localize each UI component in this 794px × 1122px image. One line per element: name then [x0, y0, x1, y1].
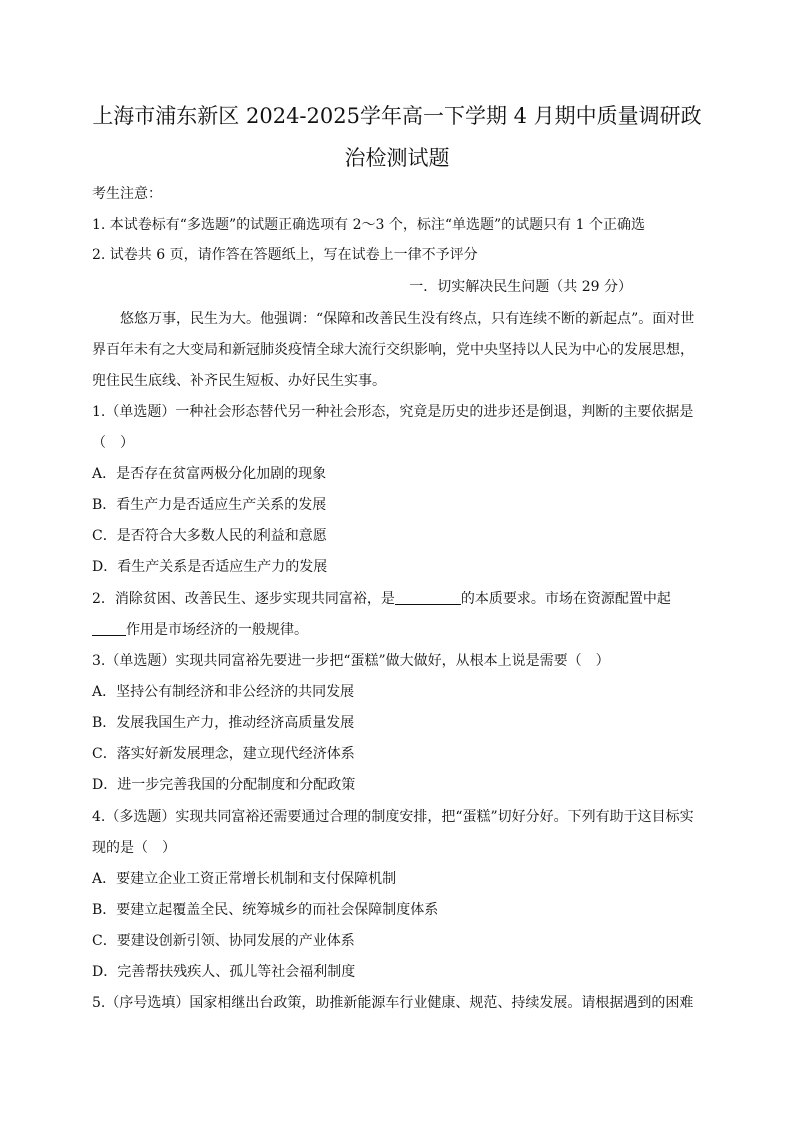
- q1-option-c: C．是否符合大多数人民的利益和意愿: [92, 528, 327, 544]
- answer-blank-1[interactable]: [395, 590, 461, 605]
- notice-item-1: 1. 本试卷标有“多选题”的试题正确选项有 2～3 个，标注“单选题”的试题只有 1 个正确选: [92, 217, 645, 233]
- section-title: 一．切实解决民生问题（共 29 分）: [409, 279, 632, 295]
- q1-option-a: A．是否存在贫富两极分化加剧的现象: [92, 466, 327, 482]
- q4-stem-line-1: 4.（多选题）实现共同富裕还需要通过合理的制度安排，把“蛋糕”切好分好。下列有助于这目标实: [92, 809, 694, 825]
- q5-stem-line-1: 5.（序号选填）国家相继出台政策，助推新能源车行业健康、规范、持续发展。请根据遇到的困难: [92, 995, 694, 1011]
- answer-blank-2[interactable]: [92, 621, 126, 636]
- q3-option-b: B．发展我国生产力，推动经济高质量发展: [92, 715, 355, 731]
- q4-stem-line-2: 现的是（ ）: [92, 840, 176, 856]
- q2-text-part-1: 2．消除贫困、改善民生、逐步实现共同富裕，是: [92, 591, 395, 607]
- q1-stem-line-2: （ ）: [92, 435, 134, 451]
- q4-option-b: B．要建立起覆盖全民、统筹城乡的而社会保障制度体系: [92, 902, 439, 918]
- q1-stem-line-1: 1.（单选题）一种社会形态替代另一种社会形态，究竟是历史的进步还是倒退，判断的主要依据是: [92, 404, 694, 420]
- q3-option-d: D．进一步完善我国的分配制度和分配政策: [92, 777, 356, 793]
- intro-line-3: 兜住民生底线、补齐民生短板、办好民生实事。: [92, 373, 386, 389]
- intro-line-2: 界百年未有之大变局和新冠肺炎疫情全球大流行交织影响，党中央坚持以人民为中心的发展思想，: [92, 342, 694, 358]
- intro-line-1: 悠悠万事，民生为大。他强调：“保障和改善民生没有终点，只有连续不断的新起点”。面对世: [120, 311, 695, 327]
- q3-option-a: A．坚持公有制经济和非公经济的共同发展: [92, 684, 355, 700]
- q2-line-2: [92, 620, 702, 640]
- q1-option-d: D．看生产关系是否适应生产力的发展: [92, 559, 328, 575]
- q3-stem: 3.（单选题）实现共同富裕先要进一步把“蛋糕”做大做好，从根本上说是需要（ ）: [92, 653, 610, 669]
- notice-item-2: 2. 试卷共 6 页，请作答在答题纸上，写在试卷上一律不予评分: [92, 247, 478, 263]
- q4-option-c: C．要建设创新引领、协同发展的产业体系: [92, 933, 355, 949]
- q4-option-a: A．要建立企业工资正常增长机制和支付保障机制: [92, 871, 397, 887]
- q3-option-c: C．落实好新发展理念，建立现代经济体系: [92, 746, 355, 762]
- q2-text-part-2: 的本质要求。市场在资源配置中起: [460, 591, 671, 607]
- q2-text-part-3: 作用是市场经济的一般规律。: [126, 622, 308, 638]
- q1-option-b: B．看生产力是否适应生产关系的发展: [92, 497, 327, 513]
- exam-title-line-2: 治检测试题: [344, 146, 450, 170]
- q2-line-1: [92, 589, 702, 609]
- q4-option-d: D．完善帮扶残疾人、孤儿等社会福利制度: [92, 964, 356, 980]
- exam-title-line-1: 上海市浦东新区 2024-2025学年高一下学期 4 月期中质量调研政: [92, 104, 702, 128]
- notice-heading: 考生注意：: [92, 186, 162, 202]
